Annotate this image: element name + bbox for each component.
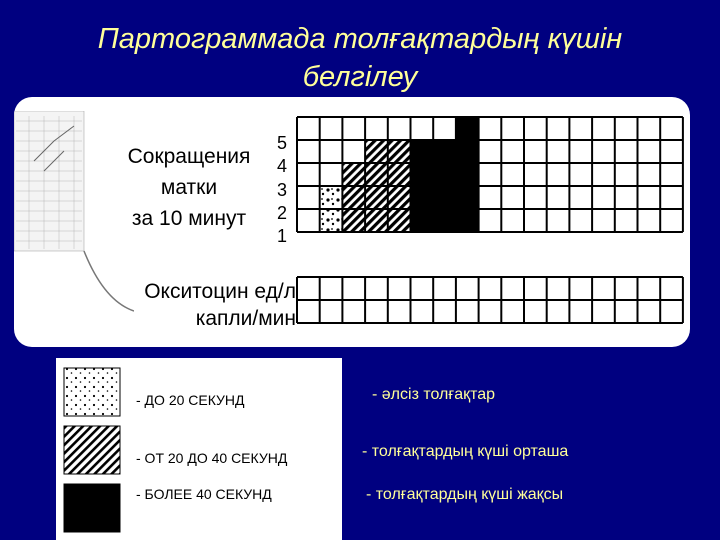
contraction-bar xyxy=(342,163,365,232)
legend-text-dots: - ДО 20 СЕКУНД xyxy=(136,392,245,408)
legend-swatch-hatch xyxy=(64,426,120,474)
contractions-label-2: матки xyxy=(160,176,218,199)
legend-text-hatch: - ОТ 20 ДО 40 СЕКУНД xyxy=(136,450,288,466)
legend-swatch-solid xyxy=(64,484,120,532)
partograph-panel xyxy=(14,97,690,347)
legend-swatch-dots xyxy=(64,368,120,416)
contractions-label-3: за 10 минут xyxy=(131,207,247,230)
contraction-bar xyxy=(456,117,479,232)
oxytocin-label-1: Окситоцин ед/л xyxy=(144,280,296,303)
scale-4: 4 xyxy=(276,156,287,176)
oxytocin-label-2: капли/мин xyxy=(195,307,296,330)
legend-swatches xyxy=(56,358,342,540)
desc-medium: - толғақтардың күші орташа xyxy=(362,443,569,460)
contractions-label-1: Сокращения xyxy=(127,145,251,168)
contraction-grid xyxy=(296,107,686,337)
title-line-1: Партограммада толғақтардың күшін xyxy=(97,23,623,55)
scale-2: 2 xyxy=(276,203,287,223)
scale-5: 5 xyxy=(276,133,287,153)
legend-panel xyxy=(56,358,342,540)
scale-1: 1 xyxy=(276,226,287,246)
desc-strong: - толғақтардың күші жақсы xyxy=(366,486,564,503)
legend-text-solid: - БОЛЕЕ 40 СЕКУНД xyxy=(136,486,272,502)
scale-3: 3 xyxy=(276,180,287,200)
partograph-thumbnail-image xyxy=(14,111,134,347)
desc-weak: - әлсіз толғақтар xyxy=(372,386,496,403)
title-line-2: белгілеу xyxy=(302,61,418,93)
